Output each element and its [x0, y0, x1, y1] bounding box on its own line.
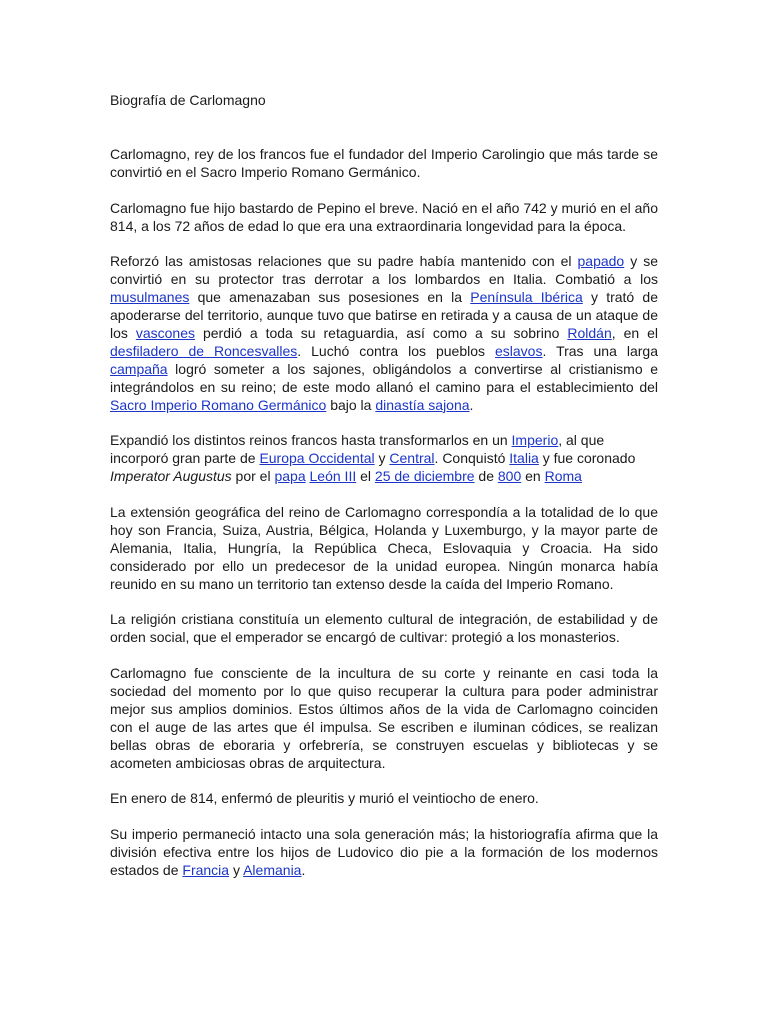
text-run: el [356, 468, 375, 485]
document-title: Biografía de Carlomagno [110, 92, 266, 108]
paragraph-religion [110, 611, 658, 647]
link-800[interactable]: 800 [497, 468, 522, 485]
link-italia[interactable]: Italia [509, 450, 539, 467]
paragraph-text: Carlomagno, rey de los francos fue el fundador del Imperio Carolingio que más tarde se convirtió en el Sacro Imperio Romano Germánico. [110, 145, 658, 180]
link-francia[interactable]: Francia [182, 862, 230, 879]
link-alemania[interactable]: Alemania [243, 862, 302, 879]
text-run: y trató de apoderarse del territorio, aunque tuvo que batirse en retirada y a causa de un ataque de los [110, 289, 659, 341]
paragraph-text: Carlomagno fue hijo bastardo de Pepino el breve. Nació en el año 742 y murió en el año 814, a los 72 años de edad lo que era una extraordinaria longevidad para la época. [110, 199, 658, 234]
text-run: Reforzó las amistosas relaciones que su padre había mantenido con el [110, 253, 578, 270]
paragraph-empire [110, 432, 658, 486]
link-sacro-imperio[interactable]: Sacro Imperio Romano Germánico [110, 396, 327, 413]
paragraph-death [110, 790, 658, 808]
link-campana[interactable]: campaña [110, 360, 168, 377]
link-dinastia-sajona[interactable]: dinastía sajona [375, 396, 470, 413]
paragraph-extension [110, 504, 658, 594]
link-central[interactable]: Central [389, 450, 435, 467]
text-run: Expandió los distintos reinos francos hasta transformarlos en un [110, 432, 512, 449]
link-imperio[interactable]: Imperio [511, 432, 559, 449]
text-run: que amenazaban sus posesiones en la [189, 289, 471, 306]
paragraph-text: Carlomagno fue consciente de la incultura de su corte y reinante en casi toda la sociedad del momento por lo que quiso recuperar la cultura para poder administrar mejor sus amplios dominios. Estos últimos años de la vida de Carlomagno coinciden con el auge de las artes que él impulsa. Se escriben e iluminan códices, se realizan bellas obras de eboraria y orfebrería, se construyen escuelas y bibliotecas y se acometen ambiciosas obras de arquitectura. [110, 665, 658, 771]
link-desfiladero-roncesvalles[interactable]: desfiladero de Roncesvalles [110, 342, 298, 359]
text-run: perdió a toda su retaguardia, así como a su sobrino [195, 324, 568, 341]
link-europa-occidental[interactable]: Europa Occidental [259, 450, 375, 467]
text-run: . Conquistó [434, 450, 510, 467]
text-run: en [521, 468, 545, 485]
link-vascones[interactable]: vascones [135, 324, 196, 341]
text-run: y [229, 862, 244, 879]
paragraph-text: En enero de 814, enfermó de pleuritis y murió el veintiocho de enero. [110, 790, 539, 807]
text-run: . Tras una larga [542, 342, 658, 359]
link-roldan[interactable]: Roldán [567, 324, 612, 341]
text-run: Su imperio permaneció intacto una sola generación más; la historiografía afirma que la división efectiva entre los hijos de Ludovico dio pie a la formación de los modernos estados de [110, 826, 658, 879]
text-run: por el [231, 468, 275, 485]
link-peninsula-iberica[interactable]: Península Ibérica [470, 289, 583, 306]
paragraph-legacy [110, 826, 658, 880]
paragraph-campaigns [110, 253, 658, 414]
text-run: de [474, 468, 498, 485]
paragraph-culture [110, 665, 658, 772]
paragraph-text: La religión cristiana constituía un elemento cultural de integración, de estabilidad y de orden social, que el emperador se encargó de cultivar: protegió a los monasterios. [110, 611, 658, 646]
text-run: y se convirtió en su protector tras derrotar a los lombardos en Italia. Combatió a los [110, 253, 658, 288]
italic-title: Imperator Augustus [110, 468, 232, 485]
paragraph-text: La extensión geográfica del reino de Carlomagno correspondía a la totalidad de lo que hoy son Francia, Suiza, Austria, Bélgica, Holanda y Luxemburgo, y la mayor parte de Alemania, Italia, Hungría, la República Checa, Eslovaquia y Croacia. Ha sido considerado por ello un predecesor de la unidad europea. Ningún monarca había reunido en su mano un territorio tan extenso desde la caída del Imperio Romano. [110, 503, 658, 592]
text-run: y fue coronado [538, 450, 636, 467]
link-leon-iii[interactable]: León III [309, 468, 357, 485]
text-run: . [469, 396, 474, 413]
link-25-diciembre[interactable]: 25 de diciembre [374, 468, 475, 485]
text-run: logró someter a los sajones, obligándolos a convertirse al cristianismo e integrándolos en su reino; de este modo allanó el camino para el establecimiento del [110, 360, 658, 395]
text-run: . Luchó contra los pueblos [297, 342, 495, 359]
paragraph-origin [110, 200, 658, 236]
paragraph-intro [110, 146, 658, 182]
text-run: , al que incorporó gran parte de [110, 432, 605, 467]
link-papa[interactable]: papa [274, 468, 306, 485]
link-papado[interactable]: papado [577, 253, 625, 270]
text-run: . [301, 862, 306, 879]
text-run: , en el [611, 324, 658, 341]
document-page [110, 92, 658, 898]
link-eslavos[interactable]: eslavos [495, 342, 543, 359]
link-musulmanes[interactable]: musulmanes [110, 289, 190, 306]
link-roma[interactable]: Roma [544, 468, 582, 485]
text-run: bajo la [326, 396, 376, 413]
text-run: y [374, 450, 390, 467]
